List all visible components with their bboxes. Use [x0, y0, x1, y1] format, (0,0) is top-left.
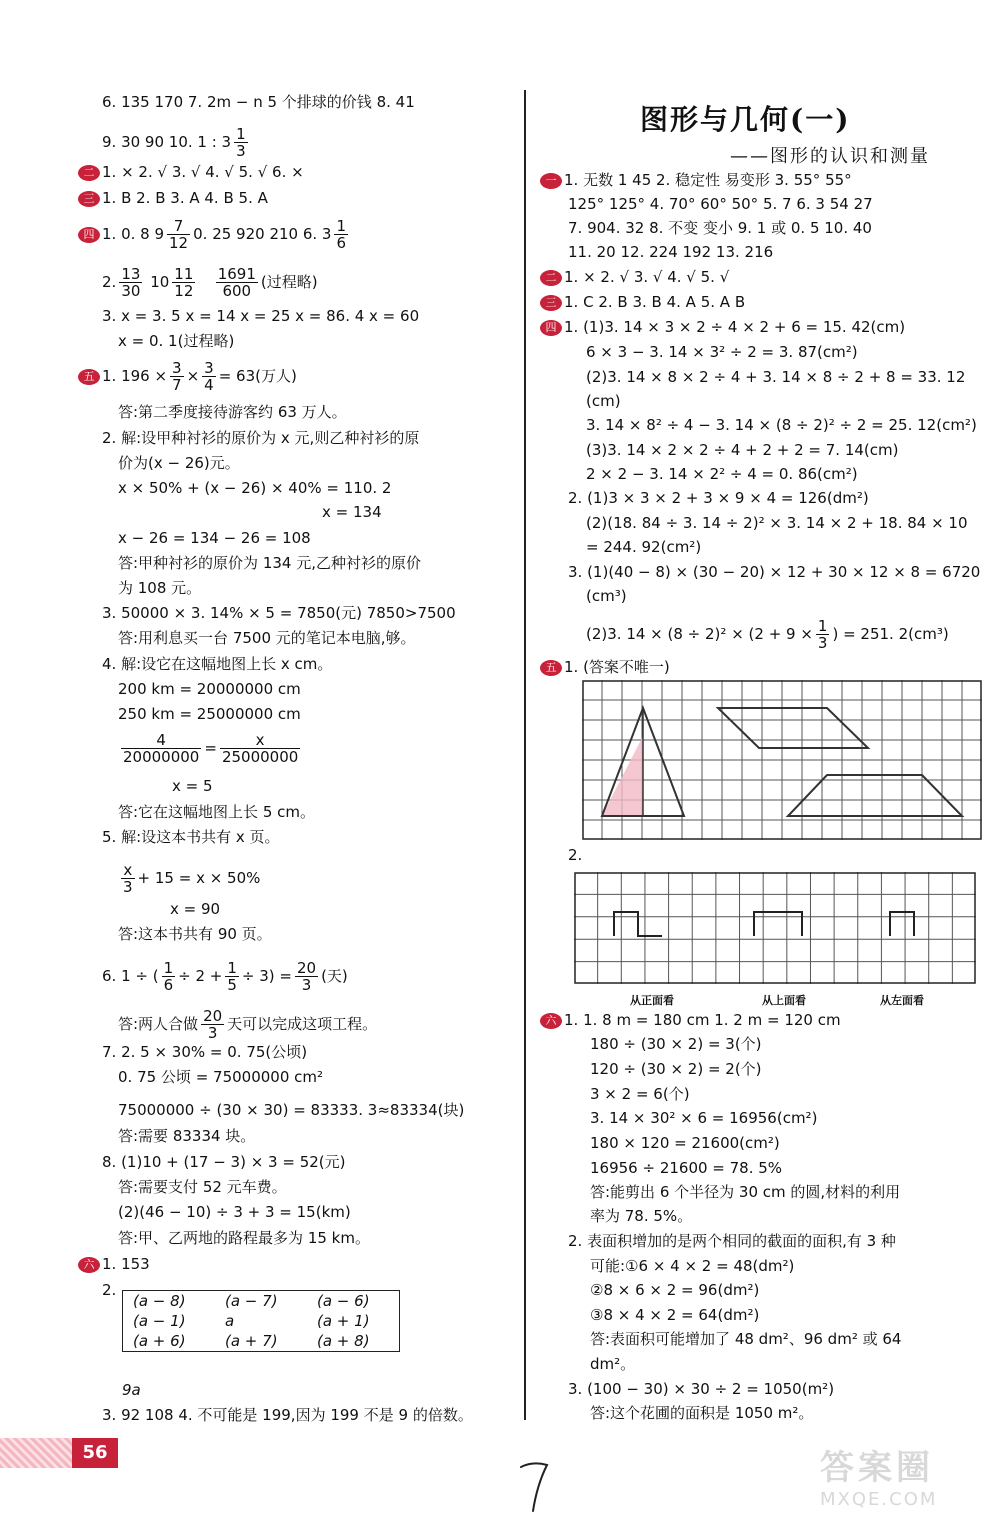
fraction: $\frac{1}{6}$ — [336, 217, 347, 252]
answer-line: 答:它在这幅地图上长 5 cm。 — [118, 803, 315, 821]
answer-line: 125° 125° 4. 70° 60° 50° 5. 7 6. 3 54 27 — [568, 195, 873, 213]
answer-line: 答:需要支付 52 元车费。 — [118, 1178, 287, 1196]
answer-line: 250 km = 25000000 cm — [118, 705, 301, 723]
answer-line: 3. (1)(40 − 8) × (30 − 20) × 12 + 30 × 12 × 8 = 6720 — [568, 563, 981, 581]
answer-line: 2. — [102, 1281, 117, 1299]
section-badge: 六 — [78, 1257, 100, 1273]
answer-line: (cm) — [586, 392, 621, 410]
answer-line: 2. $\frac{13}{30}$ 10 $\frac{11}{12}$ $\frac{1691}{600}$ (过程略) — [102, 265, 318, 300]
answer-line: x × 50% + (x − 26) × 40% = 110. 2 — [118, 479, 392, 497]
page-number: 56 — [72, 1438, 118, 1468]
answer-line: 可能:①6 × 4 × 2 = 48(dm²) — [590, 1257, 795, 1275]
answer-line: (2)(46 − 10) ÷ 3 + 3 = 15(km) — [118, 1203, 351, 1221]
fraction: $\frac{1}{3}$ — [817, 617, 828, 652]
section-badge: 三 — [540, 295, 562, 311]
answer-line: 3. (100 − 30) × 30 ÷ 2 = 1050(m²) — [568, 1380, 835, 1398]
answer-line: x = 90 — [170, 900, 221, 918]
section-badge: 二 — [78, 165, 100, 181]
answer-line: (2)3. 14 × 8 × 2 ÷ 4 + 3. 14 × 8 ÷ 2 + 8 = 33. 12 — [586, 368, 966, 386]
answer-line: ③8 × 4 × 2 = 64(dm²) — [590, 1306, 760, 1324]
answer-line: 7. 2. 5 × 30% = 0. 75(公顷) — [102, 1043, 308, 1061]
answer-line: 答:表面积可能增加了 48 dm²、96 dm² 或 64 — [590, 1330, 902, 1348]
answer-line: 答:第二季度接待游客约 63 万人。 — [118, 403, 347, 421]
left-view-outline — [890, 912, 914, 936]
fraction: $\frac{4}{20000000}$ — [123, 731, 200, 766]
grid-lines — [574, 872, 976, 984]
answer-line: 答:能剪出 6 个半径为 30 cm 的圆,材料的利用 — [590, 1183, 901, 1201]
answer-line: 9a — [122, 1381, 141, 1399]
number-grid-table — [122, 1290, 400, 1352]
section-badge: 六 — [540, 1013, 562, 1029]
answer-line: 16956 ÷ 21600 = 78. 5% — [590, 1159, 783, 1177]
answer-line: 答:甲种衬衫的原价为 134 元,乙种衬衫的原价 — [118, 554, 421, 572]
fraction: $\frac{11}{12}$ — [174, 265, 194, 300]
trapezoid-shape — [788, 775, 962, 816]
fraction: $\frac{1691}{600}$ — [217, 265, 256, 300]
column-divider — [524, 90, 526, 1420]
section-three: 三 1. B 2. B 3. A 4. B 5. A — [78, 188, 268, 208]
answer-line: 答:这个花圃的面积是 1050 m²。 — [590, 1404, 814, 1422]
answer-line: 75000000 ÷ (30 × 30) = 83333. 3≈83334(块) — [118, 1101, 465, 1119]
answer-line: (2)3. 14 × (8 ÷ 2)² × (2 + 9 × $\frac{1}{3}$ ) = 251. 2(cm³) — [586, 617, 949, 652]
answer-line: 3. 92 108 4. 不可能是 199,因为 199 不是 9 的倍数。 — [102, 1406, 473, 1424]
answer-line: 5. 解:设这本书共有 x 页。 — [102, 828, 280, 846]
answer-line: 答:两人合做 $\frac{20}{3}$ 天可以完成这项工程。 — [118, 1007, 378, 1042]
answer-line: 答:这本书共有 90 页。 — [118, 925, 272, 943]
answer-line: 3. x = 3. 5 x = 14 x = 25 x = 86. 4 x = 60 — [102, 307, 420, 325]
fraction: $\frac{3}{4}$ — [204, 359, 214, 394]
answer-line: 4. 解:设它在这幅地图上长 x cm。 — [102, 655, 333, 673]
fraction: $\frac{7}{12}$ — [169, 217, 189, 252]
answer-line: 7. 904. 32 8. 不变 变小 9. 1 或 0. 5 10. 40 — [568, 219, 872, 237]
answer-line: 2 × 2 − 3. 14 × 2² ÷ 4 = 0. 86(cm²) — [586, 465, 858, 483]
answer-line: (3)3. 14 × 2 × 2 ÷ 4 + 2 + 2 = 7. 14(cm) — [586, 441, 899, 459]
answer-line: 6. 135 170 7. 2m − n 5 个排球的价钱 8. 41 — [102, 93, 415, 111]
answer-line: 6 × 3 − 3. 14 × 3² ÷ 2 = 3. 87(cm²) — [586, 343, 858, 361]
fraction: $\frac{13}{30}$ — [121, 265, 141, 300]
answer-line: 3 × 2 = 6(个) — [590, 1085, 690, 1103]
fraction: $\frac{1}{6}$ — [163, 959, 174, 994]
answer-line: 2. (1)3 × 3 × 2 + 3 × 9 × 4 = 126(dm²) — [568, 489, 869, 507]
section-two: 二 1. × 2. √ 3. √ 4. √ 5. √ 6. × — [78, 162, 304, 182]
fraction: $\frac{20}{3}$ — [203, 1007, 223, 1042]
answer-line: 2. 解:设甲种衬衫的原价为 x 元,则乙种衬衫的原 — [102, 429, 420, 447]
fraction: $\frac{x}{25000000}$ — [221, 731, 299, 766]
answer-line: 答:用利息买一台 7500 元的笔记本电脑,够。 — [118, 629, 416, 647]
fraction: $\frac{1}{5}$ — [227, 959, 237, 994]
parallelogram-shape — [718, 708, 868, 748]
answer-line: 3. 50000 × 3. 14% × 5 = 7850(元) 7850>7500 — [102, 604, 456, 622]
answer-line: 2. 表面积增加的是两个相同的截面的面积,有 3 种 — [568, 1232, 896, 1250]
answer-line: 9. 30 90 10. 1 : 3 $\frac{1}{3}$ — [102, 125, 246, 160]
answer-line: 答:甲、乙两地的路程最多为 15 km。 — [118, 1229, 370, 1247]
answer-line: 3. 14 × 30² × 6 = 16956(cm²) — [590, 1109, 818, 1127]
page-number-tab — [0, 1438, 118, 1468]
table-row: (a − 1) a (a + 1) — [133, 1312, 370, 1330]
answer-line: x = 134 — [322, 503, 382, 521]
section-three-right: 三 1. C 2. B 3. B 4. A 5. A B — [540, 292, 745, 312]
answer-line: (2)(18. 84 ÷ 3. 14 ÷ 2)² × 3. 14 × 2 + 18. 84 × 10 — [586, 514, 968, 532]
answer-line: $\frac{x}{3}$ + 15 = x × 50% — [123, 861, 261, 896]
answer-line: 8. (1)10 + (17 − 3) × 3 = 52(元) — [102, 1153, 346, 1171]
view-caption-front: 从正面看 — [630, 994, 674, 1007]
section-badge: 五 — [540, 660, 562, 676]
section-six-right: 六 1. 1. 8 m = 180 cm 1. 2 m = 120 cm — [540, 1010, 841, 1030]
handwritten-mark-seven — [515, 1455, 555, 1515]
answer-line: 0. 75 公顷 = 75000000 cm² — [118, 1068, 324, 1086]
answer-line: x = 0. 1(过程略) — [118, 332, 235, 350]
three-views-figure — [574, 872, 976, 984]
section-badge: 五 — [78, 369, 100, 385]
answer-line: 11. 20 12. 224 192 13. 216 — [568, 243, 774, 261]
section-one: 一 1. 无数 1 45 2. 稳定性 易变形 3. 55° 55° — [540, 170, 852, 190]
view-caption-left: 从左面看 — [880, 994, 924, 1007]
view-caption-top: 从上面看 — [762, 994, 806, 1007]
section-badge: 三 — [78, 191, 100, 207]
answer-line: 6. 1 ÷ ( $\frac{1}{6}$ ÷ 2 + $\frac{1}{5}$ ÷ 3) = $\frac{20}{3}$ (天) — [102, 959, 348, 994]
answer-line: dm²。 — [590, 1355, 636, 1373]
shapes-grid-figure — [582, 680, 982, 840]
section-six: 六 1. 153 — [78, 1254, 150, 1274]
answer-line: 180 ÷ (30 × 2) = 3(个) — [590, 1035, 762, 1053]
section-badge: 二 — [540, 270, 562, 286]
answer-line: 价为(x − 26)元。 — [118, 454, 240, 472]
answer-line: 120 ÷ (30 × 2) = 2(个) — [590, 1060, 762, 1078]
site-watermark: 答案圈 MXQE.COM — [820, 1448, 938, 1510]
top-view-outline — [754, 912, 802, 936]
answer-line: = 244. 92(cm²) — [586, 538, 702, 556]
section-two-right: 二 1. × 2. √ 3. √ 4. √ 5. √ — [540, 267, 729, 287]
fraction: $\frac{1}{3}$ — [236, 125, 246, 160]
answer-line: 率为 78. 5%。 — [590, 1207, 693, 1225]
answer-line: 答:需要 83334 块。 — [118, 1127, 256, 1145]
section-four-right: 四 1. (1)3. 14 × 3 × 2 ÷ 4 × 2 + 6 = 15. 42(cm) — [540, 317, 905, 337]
answer-line: 2. — [568, 846, 583, 864]
answer-line: 180 × 120 = 21600(cm²) — [590, 1134, 780, 1152]
fraction: $\frac{x}{3}$ — [123, 861, 133, 896]
answer-line: 3. 14 × 8² ÷ 4 − 3. 14 × (8 ÷ 2)² ÷ 2 = 25. 12(cm²) — [586, 416, 977, 434]
section-badge: 一 — [540, 173, 562, 189]
table-row: (a − 8) (a − 7) (a − 6) — [133, 1292, 370, 1310]
section-subtitle: ——图形的认识和测量 — [730, 146, 930, 167]
section-badge: 四 — [78, 227, 100, 243]
section-five-right: 五 1. (答案不唯一) — [540, 657, 670, 677]
section-badge: 四 — [540, 320, 562, 336]
fraction: $\frac{3}{7}$ — [172, 359, 182, 394]
section-title: 图形与几何(一) — [640, 103, 851, 136]
answer-line: 为 108 元。 — [118, 579, 202, 597]
answer-line: $\frac{4}{20000000}$ = $\frac{x}{25000000}$ — [123, 731, 299, 766]
answer-line: 200 km = 20000000 cm — [118, 680, 301, 698]
answer-line: x − 26 = 134 − 26 = 108 — [118, 529, 311, 547]
fraction: $\frac{20}{3}$ — [296, 959, 317, 994]
table-row: (a + 6) (a + 7) (a + 8) — [133, 1332, 370, 1350]
section-five: 五 1. 196 × $\frac{3}{7}$ × $\frac{3}{4}$ = 63(万人) — [78, 360, 297, 393]
answer-line: (cm³) — [586, 587, 627, 605]
section-four: 四 1. 0. 8 9 $\frac{7}{12}$ 0. 25 920 210 6. 3 $\frac{1}{6}$ — [78, 218, 351, 251]
answer-line: ②8 × 6 × 2 = 96(dm²) — [590, 1281, 760, 1299]
answer-line: x = 5 — [172, 777, 213, 795]
